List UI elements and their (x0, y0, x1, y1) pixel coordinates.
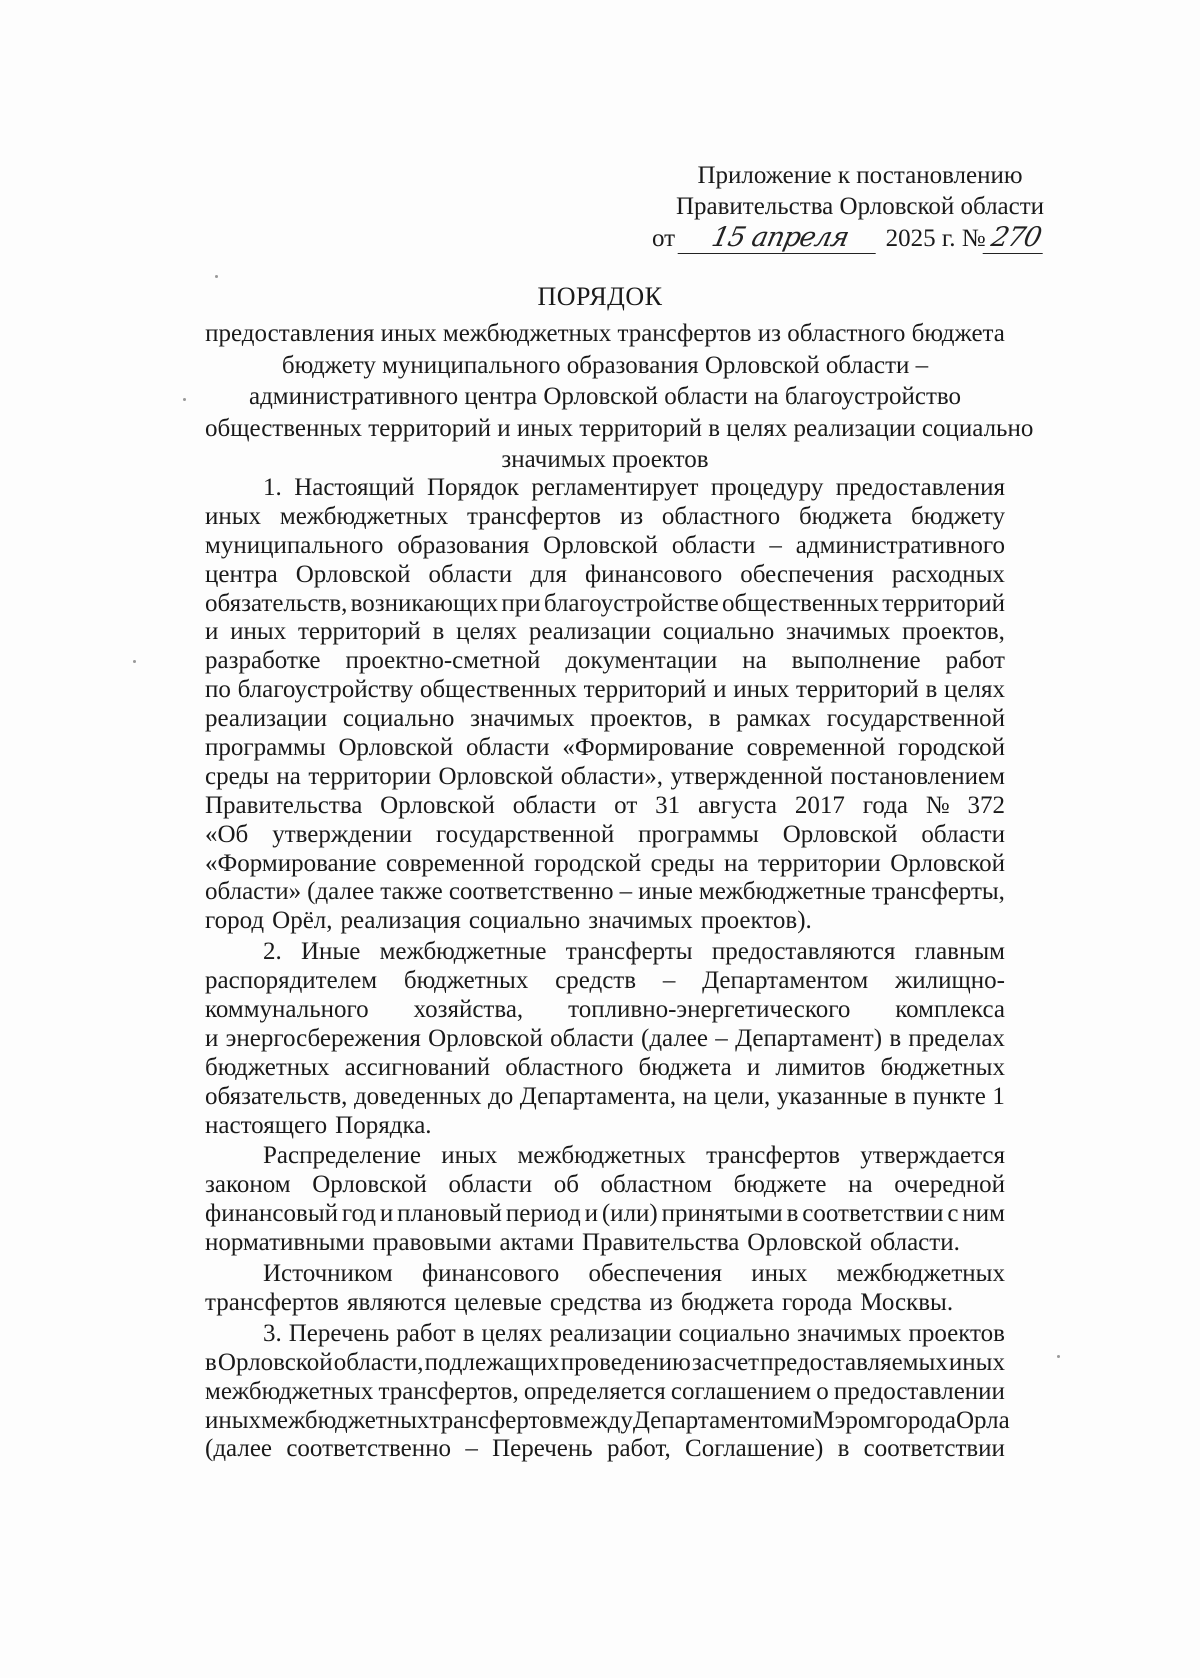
paragraph-line: программы Орловской области «Формирование современной городской (205, 734, 1005, 762)
document-body (205, 474, 1010, 1466)
paragraph-line: обязательств, возникающих при благоустройстве общественных территорий (205, 589, 1005, 617)
handwritten-number: 270 (982, 222, 1049, 254)
paragraph-line: «Об утверждении государственной программы Орловской области (205, 820, 1005, 848)
appendix-header (650, 160, 1070, 254)
paragraph-line: бюджетных ассигнований областного бюджета и лимитов бюджетных (205, 1053, 1005, 1081)
subtitle-line: предоставления иных межбюджетных трансфертов из областного бюджета (205, 320, 1005, 347)
appendix-line-1: Приложение к постановлению (697, 162, 1023, 189)
document-title: ПОРЯДОК (537, 282, 663, 311)
paragraph-line: в Орловской области, подлежащих проведению за счет предоставляемых иных (205, 1348, 1005, 1376)
subtitle-line: общественных территорий и иных территорий в целях реализации социально (205, 414, 1034, 442)
paragraph (205, 938, 1005, 1140)
paragraph-line: 3. Перечень работ в целях реализации социально значимых проектов (263, 1319, 1005, 1347)
subtitle-line: значимых проектов (501, 446, 709, 473)
paragraph-line: области» (далее также соответственно – иные межбюджетные трансферты, (205, 878, 1005, 906)
scan-speck (215, 275, 218, 278)
paragraph-line: Правительства Орловской области от 31 августа 2017 года № 372 (205, 791, 1005, 819)
paragraph (205, 1260, 1005, 1318)
scan-speck (1057, 1355, 1060, 1358)
year-label: 2025 г. № (885, 225, 986, 252)
scan-speck (183, 398, 186, 401)
paragraph-line: трансфертов являются целевые средства из бюджета города Москвы. (205, 1288, 954, 1316)
paragraph (205, 1142, 1005, 1258)
from-label: от (652, 225, 676, 252)
paragraph-line: межбюджетных трансфертов, определяется соглашением о предоставлении (205, 1377, 1005, 1405)
document-subtitle (205, 318, 1034, 476)
paragraph-line: 1. Настоящий Порядок регламентирует процедуру предоставления (263, 474, 1005, 501)
paragraph-line: законом Орловской области об областном бюджете на очередной (205, 1171, 1005, 1199)
paragraph-line: нормативными правовыми актами Правительства Орловской области. (205, 1229, 960, 1257)
subtitle-line: административного центра Орловской области на благоустройство (248, 383, 962, 410)
paragraph-line: обязательств, доведенных до Департамента, на цели, указанные в пункте 1 (205, 1082, 1005, 1110)
scan-speck (133, 660, 136, 663)
appendix-date-line (650, 222, 1070, 254)
paragraph-line: среды на территории Орловской области», утвержденной постановлением (205, 762, 1005, 790)
appendix-line-2: Правительства Орловской области (675, 193, 1045, 220)
paragraph-line: разработке проектно-сметной документации на выполнение работ (205, 647, 1005, 675)
paragraph-line: реализации социально значимых проектов, в рамках государственной (205, 705, 1005, 733)
paragraph-line: Распределение иных межбюджетных трансфертов утверждается (263, 1142, 1005, 1170)
paragraph-line: (далее соответственно – Перечень работ, Соглашение) в соответствии (205, 1435, 1005, 1463)
paragraph-line: 2. Иные межбюджетные трансферты предоставляются главным (263, 938, 1005, 966)
subtitle-line: бюджету муниципального образования Орловской области – (281, 351, 929, 379)
paragraph-line: центра Орловской области для финансового обеспечения расходных (205, 560, 1005, 588)
paragraph (205, 1319, 1010, 1464)
paragraph-line: город Орёл, реализация социально значимых проектов). (205, 907, 812, 935)
paragraph (205, 474, 1005, 936)
handwritten-date: 15 апреля (678, 222, 883, 254)
paragraph-line: «Формирование современной городской среды на территории Орловской (205, 849, 1005, 877)
paragraph-line: муниципального образования Орловской области – административного (205, 531, 1005, 559)
paragraph-line: и энергосбережения Орловской области (далее – Департамент) в пределах (205, 1024, 1005, 1052)
paragraph-line: по благоустройству общественных территорий и иных территорий в целях (205, 676, 1005, 704)
paragraph-line: иных межбюджетных трансфертов из областного бюджета бюджету (205, 502, 1005, 530)
paragraph-line: Источником финансового обеспечения иных межбюджетных (263, 1260, 1005, 1288)
paragraph-line: настоящего Порядка. (205, 1111, 432, 1139)
paragraph-line: коммунального хозяйства, топливно-энергетического комплекса (205, 996, 1005, 1024)
paragraph-line: распорядителем бюджетных средств – Департаментом жилищно- (205, 967, 1005, 995)
paragraph-line: и иных территорий в целях реализации социально значимых проектов, (205, 618, 1005, 646)
paragraph-line: иных межбюджетных трансфертов между Департаментом и Мэром города Орла (205, 1406, 1010, 1434)
paragraph-line: финансовый год и плановый период и (или) принятыми в соответствии с ним (205, 1200, 1005, 1228)
